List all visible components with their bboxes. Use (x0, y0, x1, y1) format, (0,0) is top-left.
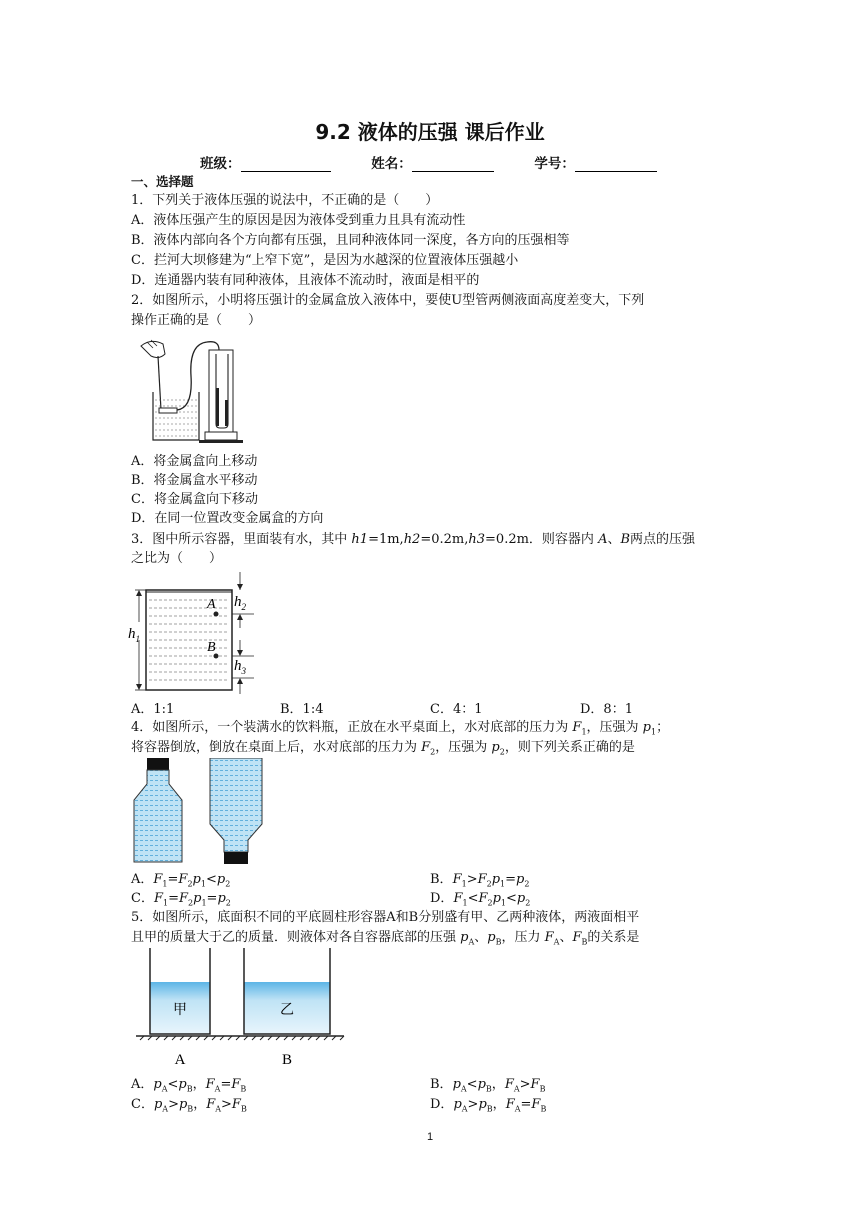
q2-option-b: B．将金属盒水平移动 (131, 473, 258, 488)
name-blank[interactable] (412, 157, 494, 172)
q5-option-b: B．$p_A<p_B$，$F_A>F_B$ (430, 1077, 546, 1094)
liquid-jia-label: 甲 (173, 1002, 187, 1018)
q3-option-c: C．4：1 (430, 702, 483, 717)
q1-option-a: A．液体压强产生的原因是因为液体受到重力且具有流动性 (131, 213, 466, 228)
name-label: 姓名： (371, 156, 412, 172)
page-number: 1 (426, 1131, 434, 1143)
class-label: 班级： (200, 156, 241, 172)
section-title: 一、选择题 (131, 174, 194, 189)
point-b-label: B (207, 640, 216, 655)
student-info-row (200, 152, 657, 172)
q4-stem-line1: 4．如图所示，一个装满水的饮料瓶，正放在水平桌面上，水对底部的压力为 $F_1$，压强为 $p_1$； (131, 720, 670, 737)
q2-option-a: A．将金属盒向上移动 (131, 454, 258, 469)
q2-stem-line2: 操作正确的是（ ） (131, 313, 262, 328)
q5-option-d: D．$p_A>p_B$，$F_A=F_B$ (430, 1097, 547, 1114)
q3-stem-line2: 之比为（ ） (131, 551, 223, 566)
id-blank[interactable] (575, 157, 657, 172)
q4-option-b: B．$F_1>F_2p_1=p_2$ (430, 872, 530, 889)
q3-option-a: A．1:1 (131, 702, 175, 717)
bottles-figure (130, 758, 270, 866)
pressure-gauge-figure (133, 336, 248, 444)
q1-option-c: C．拦河大坝修建为“上窄下宽”，是因为水越深的位置液体压强越小 (131, 253, 519, 268)
q4-option-d: D．$F_1<F_2p_1<p_2$ (430, 891, 531, 908)
q2-option-c: C．将金属盒向下移动 (131, 492, 258, 507)
container-b-label: B (281, 1052, 293, 1068)
q5-option-c: C．$p_A>p_B$，$F_A>F_B$ (131, 1097, 247, 1114)
q2-stem-line1: 2．如图所示，小明将压强计的金属盒放入液体中，要使U型管两侧液面高度差变大，下列 (131, 293, 645, 308)
q3-option-d: D．8：1 (580, 702, 633, 717)
page-title: 9.2 液体的压强 课后作业 (315, 120, 545, 144)
q3-stem-line1: 3．图中所示容器，里面装有水，其中 h1=1m,h2=0.2m,h3=0.2m．则容器内 A、B两点的压强 (131, 532, 696, 547)
id-label: 学号： (534, 156, 575, 172)
q4-option-a: A．$F_1=F_2p_1<p_2$ (131, 872, 231, 889)
container-figure (128, 570, 258, 694)
class-blank[interactable] (241, 157, 331, 172)
h2-label: $h_2$ (234, 594, 246, 612)
q3-option-b: B．1:4 (280, 702, 324, 717)
q5-stem-line2: 且甲的质量大于乙的质量．则液体对各自容器底部的压强 $p_A$、$p_B$，压力 $F_A$、$F_B$的关系是 (131, 930, 640, 947)
q1-stem: 1．下列关于液体压强的说法中，不正确的是（ ） (131, 193, 439, 208)
liquid-yi-label: 乙 (280, 1002, 294, 1018)
q5-stem-line1: 5．如图所示，底面积不同的平底圆柱形容器A和B分别盛有甲、乙两种液体，两液面相平 (131, 910, 640, 925)
h3-label: $h_3$ (234, 658, 246, 676)
point-a-label: A (207, 597, 216, 612)
q1-option-d: D．连通器内装有同种液体，且液体不流动时，液面是相平的 (131, 273, 480, 288)
q2-option-d: D．在同一位置改变金属盒的方向 (131, 511, 324, 526)
q1-option-b: B．液体内部向各个方向都有压强，且同种液体同一深度，各方向的压强相等 (131, 233, 570, 248)
cylinders-figure (130, 948, 350, 1072)
q5-option-a: A．$p_A<p_B$，$F_A=F_B$ (131, 1077, 247, 1094)
container-a-label: A (174, 1052, 186, 1068)
q4-option-c: C．$F_1=F_2p_1=p_2$ (131, 891, 231, 908)
q4-stem-line2: 将容器倒放，倒放在桌面上后，水对底部的压力为 $F_2$，压强为 $p_2$，则下列关系正确的是 (131, 740, 635, 757)
h1-label: $h_1$ (128, 626, 140, 644)
